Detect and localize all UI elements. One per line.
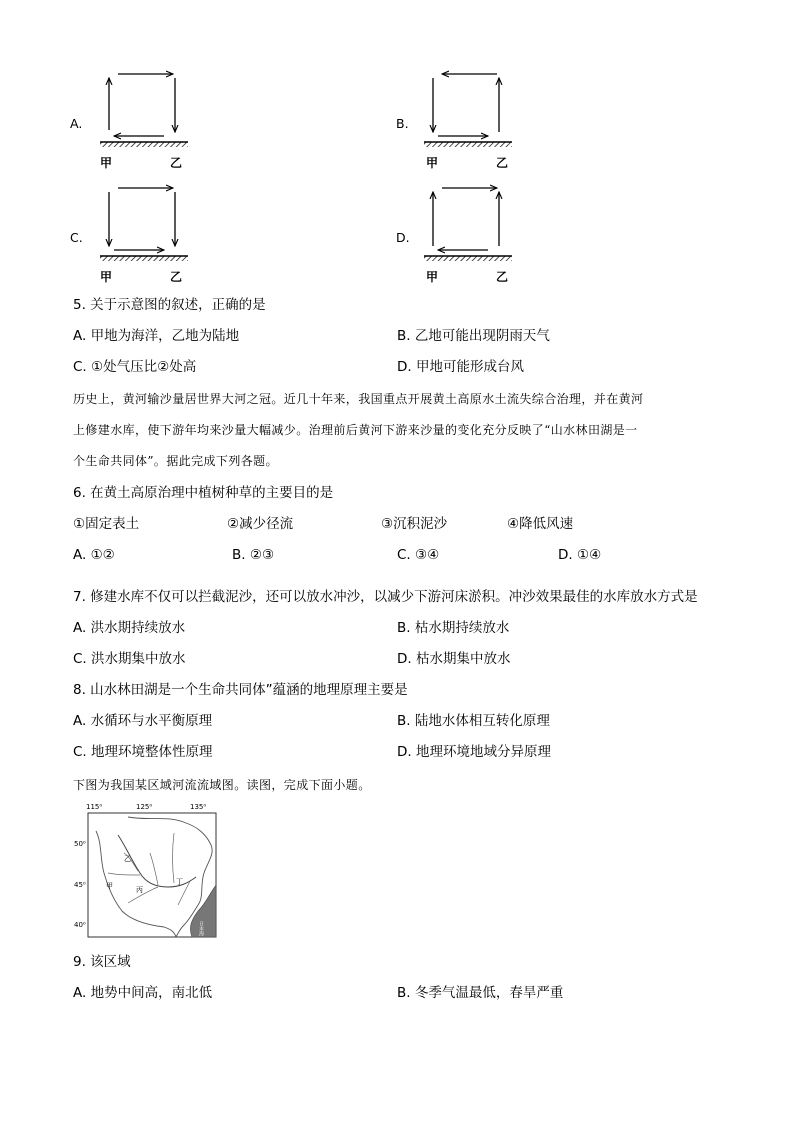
q6-option-b[interactable]: B. ②③: [232, 547, 275, 563]
q5-stem: 5. 关于示意图的叙述，正确的是: [73, 297, 266, 313]
q5-option-b[interactable]: B. 乙地可能出现阴雨天气: [397, 328, 550, 344]
q6-option-d[interactable]: D. ①④: [558, 547, 602, 563]
map-label-ding: 丁: [176, 878, 183, 886]
q8-option-c[interactable]: C. 地理环境整体性原理: [73, 744, 213, 760]
q6-statement-4: ④降低风速: [507, 516, 574, 532]
diagram-b-left: 甲: [426, 156, 439, 170]
diagram-d-right: 乙: [496, 270, 509, 284]
q6-option-c[interactable]: C. ③④: [397, 547, 440, 563]
q7-option-c[interactable]: C. 洪水期集中放水: [73, 651, 186, 667]
q6-statement-3: ③沉积泥沙: [381, 516, 448, 532]
q5-option-c[interactable]: C. ①处气压比②处高: [73, 359, 197, 375]
diagram-a: [70, 70, 300, 170]
q5-option-a[interactable]: A. 甲地为海洋，乙地为陆地: [73, 328, 240, 344]
diagram-b-right: 乙: [496, 156, 509, 170]
diagram-b: [396, 70, 626, 170]
map-lon-135: 135⁰: [190, 803, 207, 811]
diagram-b-label: B.: [396, 116, 409, 131]
q8-stem: 8. 山水林田湖是一个生命共同体”蕴涵的地理原理主要是: [73, 682, 408, 698]
map-label-sea: 日本海: [198, 921, 204, 936]
diagram-a-left: 甲: [100, 156, 113, 170]
map-frame: [88, 813, 218, 937]
map-lat-40: 40⁰: [74, 921, 86, 929]
q6-statement-2: ②减少径流: [227, 516, 294, 532]
q7-option-d[interactable]: D. 枯水期集中放水: [397, 651, 511, 667]
q9-option-a[interactable]: A. 地势中间高，南北低: [73, 985, 213, 1001]
river-basin-map: [72, 803, 220, 941]
map-lon-125: 125⁰: [136, 803, 153, 811]
map-label-yi: 乙: [124, 855, 131, 863]
q6-option-a[interactable]: A. ①②: [73, 547, 115, 563]
diagram-c-left: 甲: [100, 270, 113, 284]
diagram-c-right: 乙: [170, 270, 183, 284]
map-lat-45: 45⁰: [74, 881, 86, 889]
q9-option-b[interactable]: B. 冬季气温最低，春旱严重: [397, 985, 564, 1001]
q7-stem: 7. 修建水库不仅可以拦截泥沙，还可以放水冲沙，以减少下游河床淤积。冲沙效果最佳的水库放水方式是: [73, 589, 698, 605]
diagram-a-label: A.: [70, 116, 83, 131]
map-lon-115: 115⁰: [86, 803, 103, 811]
q6-statement-1: ①固定表土: [73, 516, 140, 532]
q7-option-b[interactable]: B. 枯水期持续放水: [397, 620, 510, 636]
q5-option-d[interactable]: D. 甲地可能形成台风: [397, 359, 524, 375]
circulation-diagram-c: [100, 184, 220, 264]
circulation-diagram-a: [100, 70, 220, 150]
passage-line-1: 历史上，黄河输沙量居世界大河之冠。近几十年来，我国重点开展黄土高原水土流失综合治理，并在黄河: [73, 392, 644, 406]
map-label-jia: 甲: [106, 882, 113, 890]
diagram-c: [70, 184, 300, 284]
passage-line-2: 上修建水库，使下游年均来沙量大幅减少。治理前后黄河下游来沙量的变化充分反映了“山水林田湖是一: [73, 423, 638, 437]
passage-line-3: 个生命共同体”。据此完成下列各题。: [73, 454, 278, 468]
diagram-c-label: C.: [70, 230, 83, 245]
circulation-diagram-d: [424, 184, 544, 264]
map-lat-50: 50⁰: [74, 840, 86, 848]
q6-stem: 6. 在黄土高原治理中植树种草的主要目的是: [73, 485, 334, 501]
diagram-d-left: 甲: [426, 270, 439, 284]
map-label-bing: 丙: [136, 886, 143, 894]
q8-option-d[interactable]: D. 地理环境地域分异原理: [397, 744, 551, 760]
map-intro-text: 下图为我国某区域河流流域图。读图，完成下面小题。: [73, 778, 371, 792]
circulation-diagram-b: [424, 70, 544, 150]
diagram-d: [396, 184, 626, 284]
q8-option-b[interactable]: B. 陆地水体相互转化原理: [397, 713, 550, 729]
diagram-d-label: D.: [396, 230, 410, 245]
diagram-a-right: 乙: [170, 156, 183, 170]
q9-stem: 9. 该区域: [73, 954, 131, 970]
q8-option-a[interactable]: A. 水循环与水平衡原理: [73, 713, 213, 729]
q7-option-a[interactable]: A. 洪水期持续放水: [73, 620, 186, 636]
